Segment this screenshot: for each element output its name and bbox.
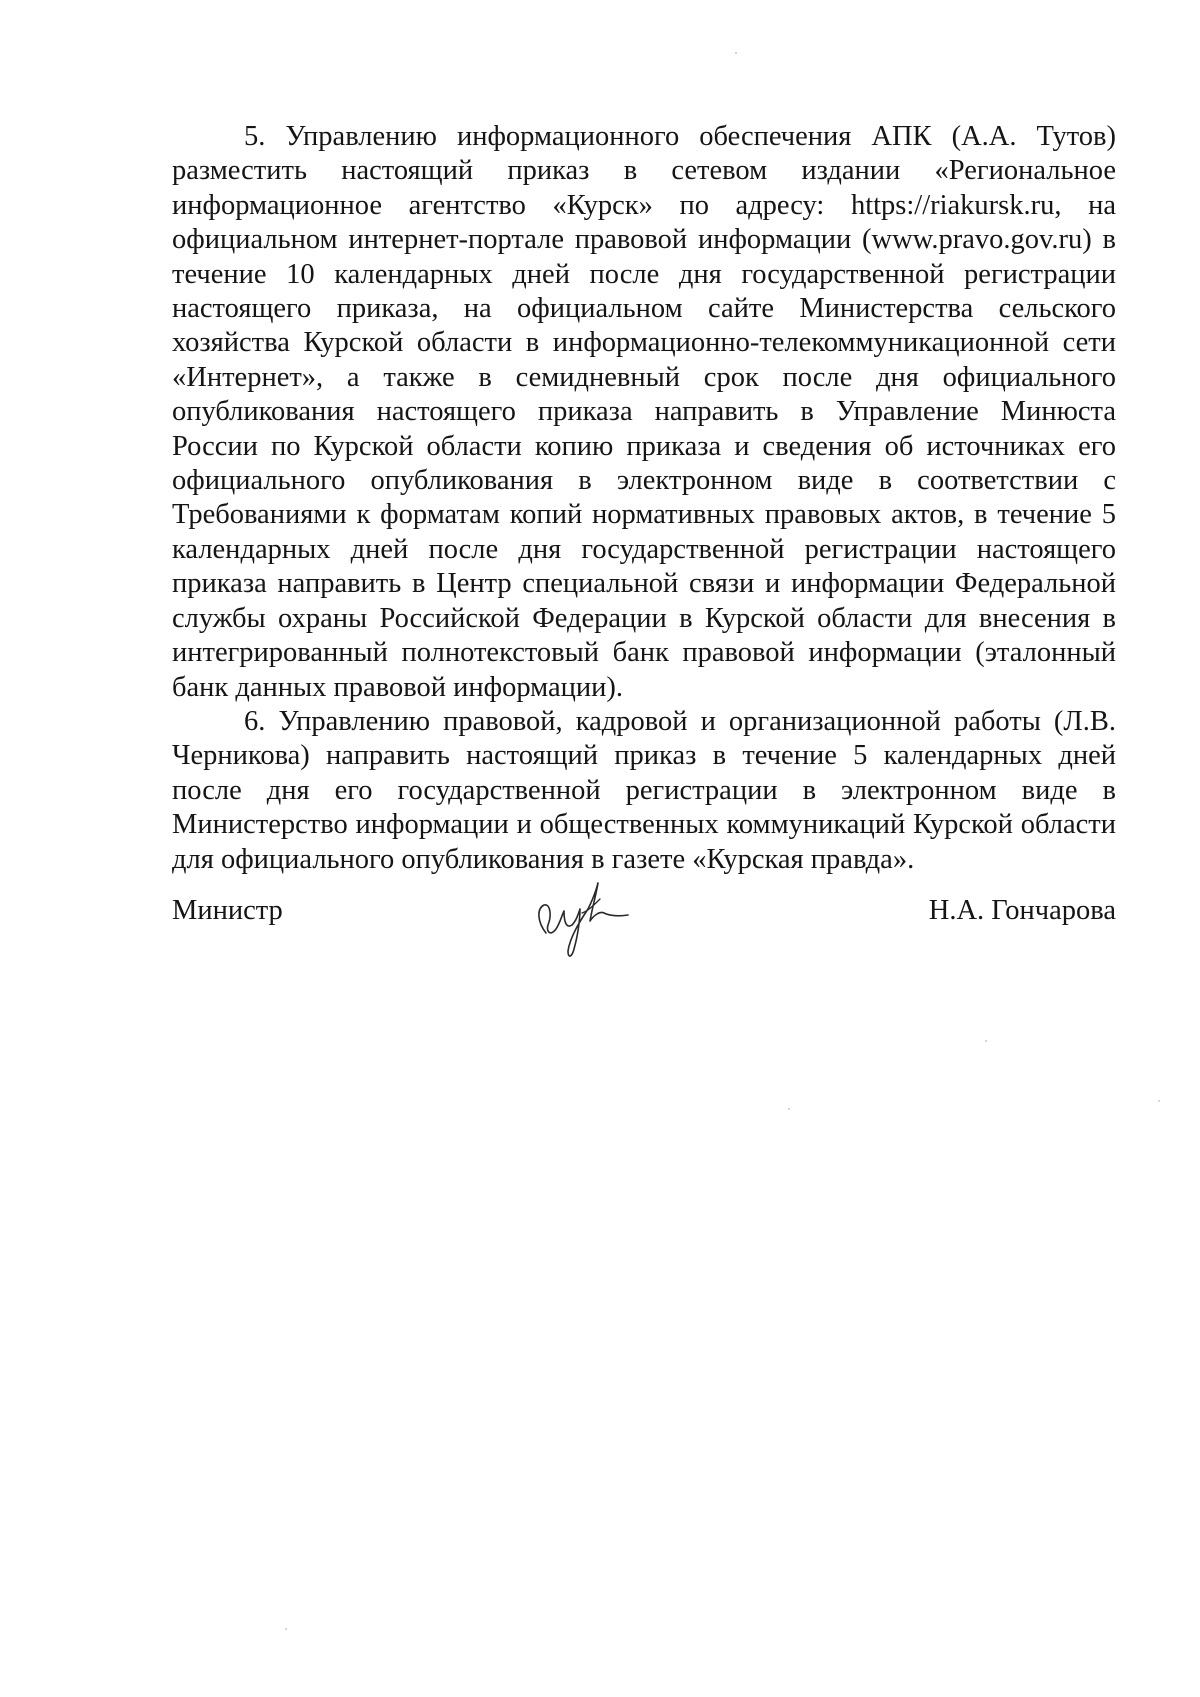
scan-speck — [1158, 1100, 1160, 1102]
scan-speck — [735, 52, 737, 54]
scan-speck — [788, 1108, 790, 1110]
signatory-title: Министр — [172, 895, 283, 926]
scan-speck — [285, 1628, 287, 1630]
handwritten-signature — [528, 875, 648, 961]
paragraph-5: 5. Управлению информационного обеспечения АПК (А.А. Тутов) разместить настоящий приказ в сетевом издании «Региональное информационное агентство «Курск» по адресу: https://riakursk.ru, на официальном интернет-портале правовой информации (www.pravo.gov.ru) в течение 10 календарных дней после дня государственной регистрации настоящего приказа, на официальном сайте Министерства сельского хозяйства Курской области в информационно-телекоммуникационной сети «Интернет», а также в семидневный срок после дня официального опубликования настоящего приказа направить в Управление Минюста России по Курской области копию приказа и сведения об источниках его официального опубликования в электронном виде в соответствии с Требованиями к форматам копий нормативных правовых актов, в течение 5 календарных дней после дня государственной регистрации настоящего приказа направить в Центр специальной связи и информации Федеральной службы охраны Российской Федерации в Курской области для внесения в интегрированный полнотекстовый банк правовой информации (эталонный банк данных правовой информации). — [172, 121, 1116, 703]
paragraph-6: 6. Управлению правовой, кадровой и организационной работы (Л.В. Черникова) направить настоящий приказ в течение 5 календарных дней после дня его государственной регистрации в электронном виде в Министерство информации и общественных коммуникаций Курской области для официального опубликования в газете «Курская правда». — [172, 705, 1116, 875]
scan-speck — [985, 1040, 987, 1042]
document-body — [172, 120, 1116, 877]
signatory-name: Н.А. Гончарова — [928, 895, 1116, 926]
